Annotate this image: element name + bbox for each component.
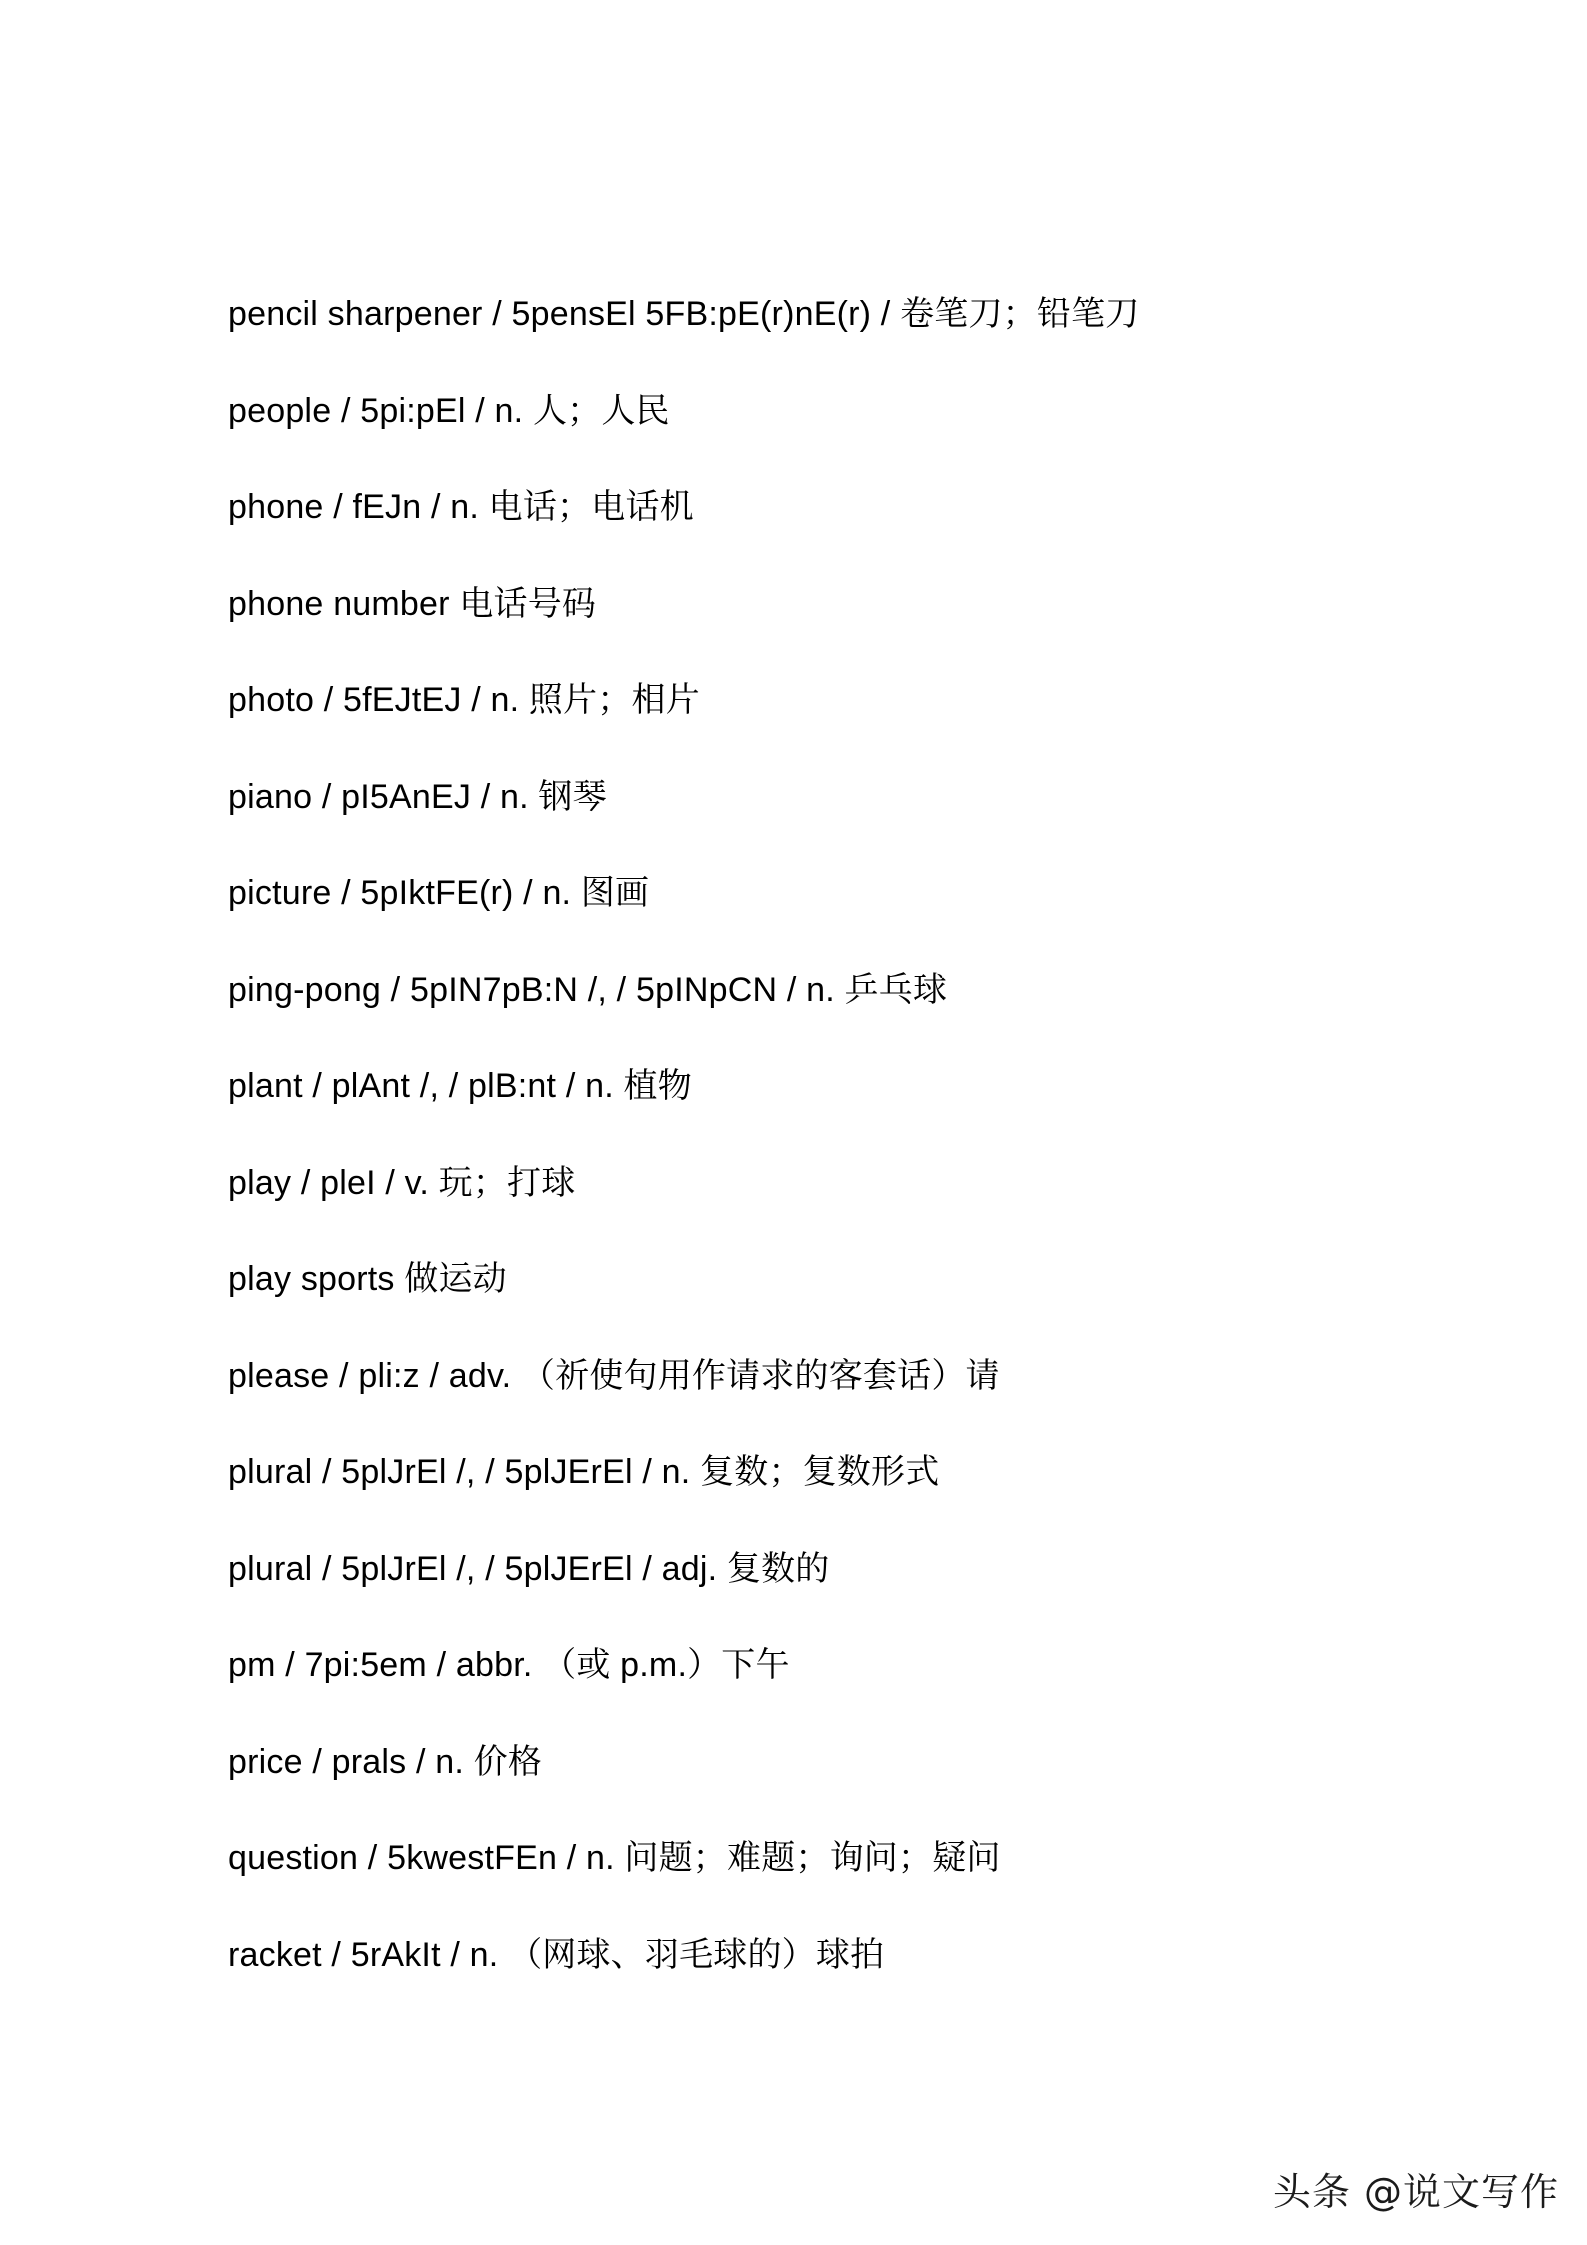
vocab-entry: plural / 5plJrEl /, / 5plJErEl / n. 复数；复数形式 bbox=[228, 1453, 940, 1491]
vocab-entry: people / 5pi:pEl / n. 人；人民 bbox=[228, 391, 670, 430]
vocab-entry: question / 5kwestFEn / n. 问题；难题；询问；疑问 bbox=[228, 1839, 1001, 1877]
vocab-entry: phone number 电话号码 bbox=[228, 584, 597, 623]
vocab-entry: racket / 5rAkIt / n. （网球、羽毛球的）球拍 bbox=[228, 1935, 885, 1974]
vocab-entry: picture / 5pIktFE(r) / n. 图画 bbox=[228, 874, 650, 912]
vocab-entry: pencil sharpener / 5pensEl 5FB:pE(r)nE(r) / 卷笔刀；铅笔刀 bbox=[228, 295, 1140, 333]
watermark: 头条 @说文写作 bbox=[1272, 2170, 1559, 2214]
vocab-entry: please / pli:z / adv. （祈使句用作请求的客套话）请 bbox=[228, 1356, 1000, 1395]
vocab-entry: price / prals / n. 价格 bbox=[228, 1742, 543, 1781]
vocab-entry: play sports 做运动 bbox=[228, 1260, 507, 1298]
vocab-entry: plant / plAnt /, / plB:nt / n. 植物 bbox=[228, 1067, 692, 1105]
vocab-entry: play / pleI / v. 玩；打球 bbox=[228, 1163, 576, 1202]
vocab-entry: ping-pong / 5pIN7pB:N /, / 5pINpCN / n. 乒乓球 bbox=[228, 970, 948, 1009]
vocab-entry: phone / fEJn / n. 电话；电话机 bbox=[228, 488, 694, 526]
vocab-entry: piano / pI5AnEJ / n. 钢琴 bbox=[228, 777, 607, 816]
vocab-entry: pm / 7pi:5em / abbr. （或 p.m.）下午 bbox=[228, 1646, 790, 1684]
vocabulary-list bbox=[228, 290, 1428, 2027]
vocab-entry: photo / 5fEJtEJ / n. 照片；相片 bbox=[228, 681, 700, 719]
vocab-entry: plural / 5plJrEl /, / 5plJErEl / adj. 复数的 bbox=[228, 1549, 830, 1588]
